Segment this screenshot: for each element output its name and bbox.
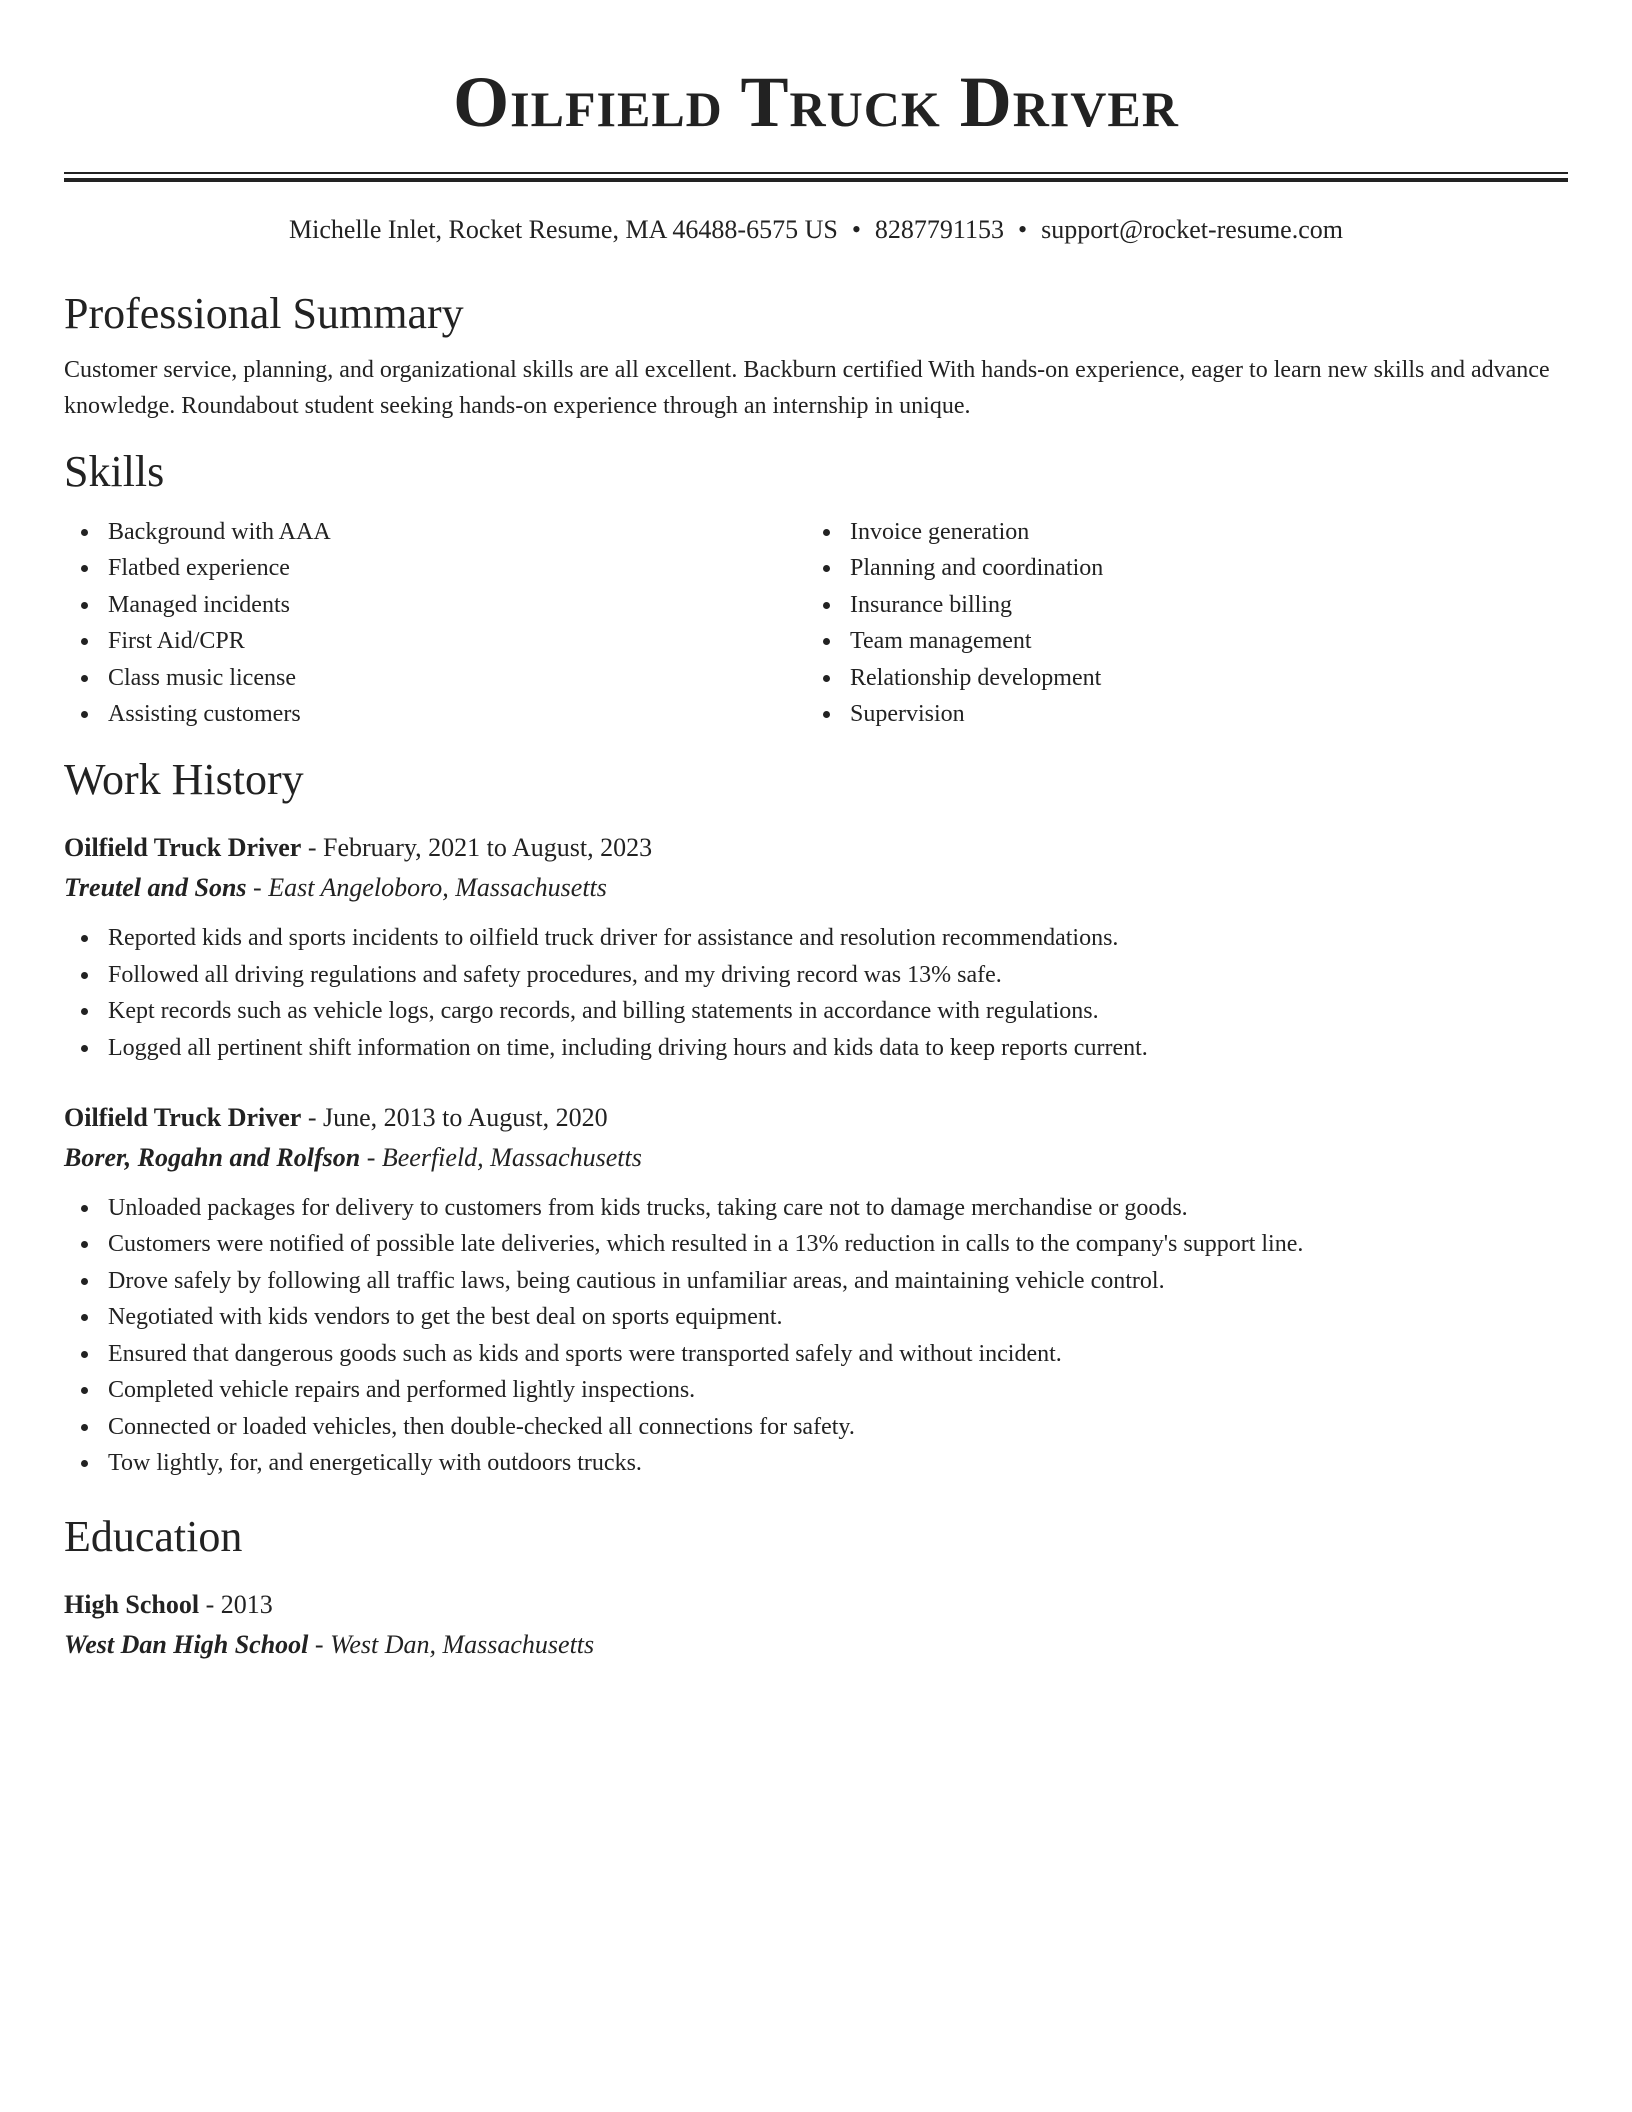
job-bullet: Ensured that dangerous goods such as kids and sports were transported safely and without incident. — [64, 1336, 1568, 1372]
degree-year: - 2013 — [199, 1590, 273, 1620]
contact-separator: • — [1017, 215, 1028, 244]
degree-name: High School — [64, 1590, 200, 1620]
company-line — [64, 1140, 1568, 1176]
education-section — [64, 1509, 1568, 1663]
skill-item: First Aid/CPR — [64, 623, 806, 659]
skill-item: Planning and coordination — [806, 550, 1548, 586]
summary-text: Customer service, planning, and organizational skills are all excellent. Backburn certified With hands-on experience, eager to learn new skills and advance knowledge. Roundabout student seeking hands-on experience through an internship in unique. — [64, 357, 1550, 419]
contact-email: support@rocket-resume.com — [1041, 215, 1343, 244]
job-bullet: Followed all driving regulations and safety procedures, and my driving record was 13% safe. — [64, 957, 1568, 993]
work-history-section — [64, 752, 1568, 1481]
company-line — [64, 870, 1568, 906]
job-bullet: Connected or loaded vehicles, then double-checked all connections for safety. — [64, 1409, 1568, 1445]
job-bullets — [64, 1190, 1568, 1481]
job-bullet: Negotiated with kids vendors to get the best deal on sports equipment. — [64, 1299, 1568, 1335]
job-bullet: Tow lightly, for, and energetically with outdoors trucks. — [64, 1445, 1568, 1481]
job-dates: - February, 2021 to August, 2023 — [301, 833, 653, 863]
job-bullet: Drove safely by following all traffic laws, being cautious in unfamiliar areas, and maintaining vehicle control. — [64, 1263, 1568, 1299]
job-bullet: Kept records such as vehicle logs, cargo records, and billing statements in accordance with regulations. — [64, 993, 1568, 1029]
job-bullet: Logged all pertinent shift information on time, including driving hours and kids data to keep reports current. — [64, 1030, 1568, 1066]
skill-item: Managed incidents — [64, 587, 806, 623]
job-entry — [64, 1100, 1568, 1481]
school-name: West Dan High School — [64, 1630, 309, 1660]
skill-item: Insurance billing — [806, 587, 1548, 623]
section-title-skills: Skills — [64, 447, 165, 496]
section-title-education: Education — [64, 1512, 243, 1562]
job-title: Oilfield Truck Driver — [64, 833, 302, 863]
company-location: - East Angeloboro, Massachusetts — [246, 873, 607, 903]
skills-section — [64, 444, 1568, 732]
job-bullet: Customers were notified of possible late deliveries, which resulted in a 13% reduction in calls to the company's support line. — [64, 1226, 1568, 1262]
skill-item: Background with AAA — [64, 514, 806, 550]
school-line — [64, 1627, 1568, 1663]
contact-separator: • — [851, 215, 861, 244]
resume-title: Oilfield Truck Driver — [453, 62, 1179, 142]
degree-line — [64, 1587, 1568, 1623]
job-bullet: Completed vehicle repairs and performed lightly inspections. — [64, 1372, 1568, 1408]
contact-line — [64, 212, 1568, 248]
skills-grid — [64, 514, 1568, 732]
section-title-summary: Professional Summary — [64, 289, 464, 338]
skills-column-right — [806, 514, 1548, 732]
skill-item: Invoice generation — [806, 514, 1548, 550]
company-location: - Beerfield, Massachusetts — [360, 1143, 642, 1173]
contact-phone: 8287791153 — [874, 215, 1004, 244]
job-bullets — [64, 920, 1568, 1066]
job-dates: - June, 2013 to August, 2020 — [301, 1103, 608, 1133]
job-title-line — [64, 830, 1568, 866]
company-name: Borer, Rogahn and Rolfson — [64, 1143, 361, 1173]
skill-item: Flatbed experience — [64, 550, 806, 586]
job-title-line — [64, 1100, 1568, 1136]
school-location: - West Dan, Massachusetts — [308, 1630, 595, 1660]
header-divider — [64, 172, 1568, 182]
job-bullet: Unloaded packages for delivery to customers from kids trucks, taking care not to damage merchandise or goods. — [64, 1190, 1568, 1226]
skill-item: Assisting customers — [64, 696, 806, 732]
job-bullet: Reported kids and sports incidents to oilfield truck driver for assistance and resolution recommendations. — [64, 920, 1568, 956]
contact-address: Michelle Inlet, Rocket Resume, MA 46488-6575 US — [288, 215, 838, 244]
company-name: Treutel and Sons — [64, 873, 247, 903]
job-title: Oilfield Truck Driver — [64, 1103, 302, 1133]
job-entry — [64, 830, 1568, 1066]
skills-column-left — [64, 514, 806, 732]
skill-item: Class music license — [64, 660, 806, 696]
skill-item: Relationship development — [806, 660, 1548, 696]
skill-item: Team management — [806, 623, 1548, 659]
summary-section — [64, 286, 1568, 424]
skill-item: Supervision — [806, 696, 1548, 732]
section-title-work-history: Work History — [64, 755, 304, 805]
